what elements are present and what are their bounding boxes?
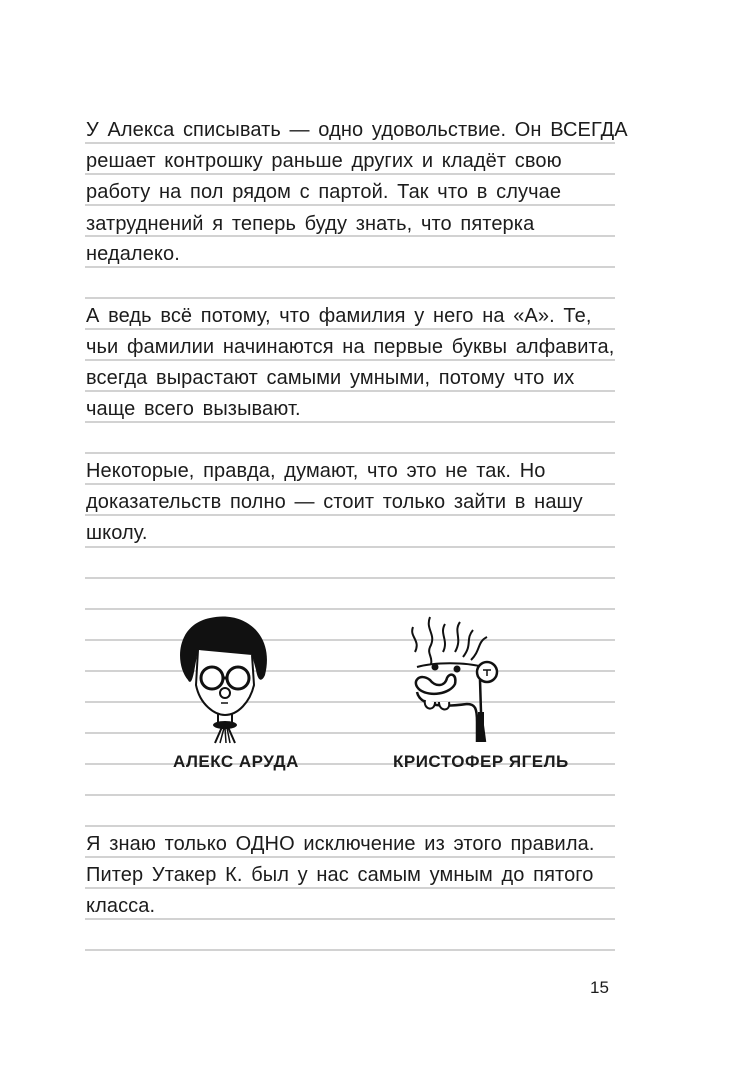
text-line: недалеко.	[86, 243, 180, 265]
caption-christopher-yagel: КРИСТОФЕР ЯГЕЛЬ	[393, 752, 569, 771]
ruled-line	[85, 887, 615, 889]
text-line: У Алекса списывать — одно удовольствие. Он ВСЕГДА	[86, 119, 628, 141]
ruled-line	[85, 670, 615, 672]
ruled-line	[85, 949, 615, 951]
ruled-line	[85, 732, 615, 734]
ruled-line	[85, 577, 615, 579]
ruled-line	[85, 701, 615, 703]
ruled-line	[85, 825, 615, 827]
ruled-line	[85, 452, 615, 454]
ruled-line	[85, 328, 615, 330]
text-line: затруднений я теперь буду знать, что пятерка	[86, 213, 535, 235]
ruled-line	[85, 639, 615, 641]
ruled-line	[85, 390, 615, 392]
text-line: работу на пол рядом с партой. Так что в случае	[86, 181, 562, 203]
ruled-line	[85, 359, 615, 361]
ruled-line	[85, 608, 615, 610]
ruled-line	[85, 856, 615, 858]
ruled-line	[85, 142, 615, 144]
ruled-line	[85, 514, 615, 516]
caption-alex-aruda: АЛЕКС АРУДА	[173, 752, 299, 771]
alex-aruda-drawing	[170, 610, 280, 745]
text-line: Некоторые, правда, думают, что это не так. Но	[86, 460, 546, 482]
ruled-line	[85, 173, 615, 175]
text-line: Питер Утакер К. был у нас самым умным до пятого	[86, 864, 594, 886]
text-line: класса.	[86, 895, 156, 917]
page-number: 15	[590, 978, 609, 997]
ruled-line	[85, 918, 615, 920]
ruled-line	[85, 204, 615, 206]
text-line: всегда вырастают самыми умными, потому что их	[86, 367, 575, 389]
christopher-yagel-drawing	[405, 612, 505, 742]
ruled-line	[85, 266, 615, 268]
text-line: решает контрошку раньше других и кладёт свою	[86, 150, 562, 172]
text-line: Я знаю только ОДНО исключение из этого правила.	[86, 833, 595, 855]
text-line: чаще всего вызывают.	[86, 398, 301, 420]
ruled-line	[85, 546, 615, 548]
text-line: школу.	[86, 522, 148, 544]
text-line: доказательств полно — стоит только зайти в нашу	[86, 491, 583, 513]
text-line: А ведь всё потому, что фамилия у него на «А». Те,	[86, 305, 592, 327]
text-line: чьи фамилии начинаются на первые буквы алфавита,	[86, 336, 615, 358]
ruled-line	[85, 794, 615, 796]
ruled-line	[85, 483, 615, 485]
ruled-line	[85, 421, 615, 423]
ruled-line	[85, 297, 615, 299]
